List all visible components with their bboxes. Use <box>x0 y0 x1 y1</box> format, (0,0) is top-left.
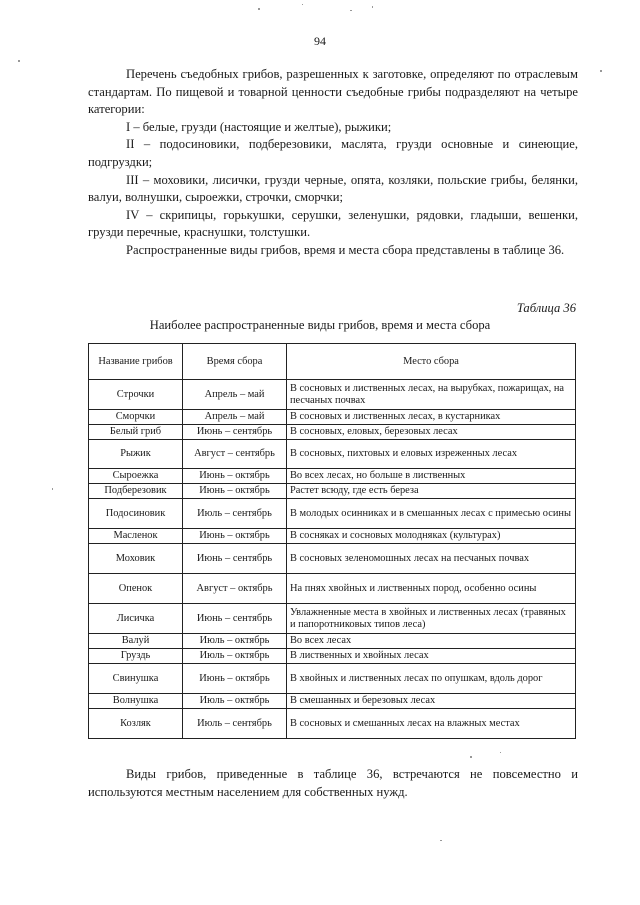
cell-place: В молодых осинниках и в смешанных лесах с примесью осины <box>287 499 576 529</box>
header-name: Название грибов <box>89 344 183 380</box>
cell-name: Груздь <box>89 649 183 664</box>
cell-place: В смешанных и березовых лесах <box>287 694 576 709</box>
header-place: Место сбора <box>287 344 576 380</box>
scan-speck <box>600 70 602 72</box>
cell-time: Июнь – октябрь <box>183 664 287 694</box>
table-row <box>89 529 576 544</box>
cell-name: Свинушка <box>89 664 183 694</box>
category-1: I – белые, грузди (настоящие и желтые), рыжики; <box>126 119 392 134</box>
cell-place: В сосновых зеленомошных лесах на песчаных почвах <box>287 544 576 574</box>
cell-time: Июль – октябрь <box>183 634 287 649</box>
cell-place: В сосновых и смешанных лесах на влажных местах <box>287 709 576 739</box>
closing-section <box>88 766 578 801</box>
cell-time: Июнь – сентябрь <box>183 544 287 574</box>
scan-speck <box>18 60 20 62</box>
table-row <box>89 484 576 499</box>
cell-name: Сморчки <box>89 410 183 425</box>
table-row <box>89 604 576 634</box>
table-row <box>89 410 576 425</box>
mushroom-table <box>88 343 576 739</box>
cell-name: Козляк <box>89 709 183 739</box>
cell-name: Волнушка <box>89 694 183 709</box>
scan-speck <box>372 6 373 8</box>
table-row <box>89 380 576 410</box>
category-2: II – подосиновики, подберезовики, маслята, грузди основные и синеющие, подгруздки; <box>88 137 578 169</box>
cell-name: Белый гриб <box>89 425 183 440</box>
cell-name: Подосиновик <box>89 499 183 529</box>
page-number: 94 <box>314 34 326 48</box>
header-time: Время сбора <box>183 344 287 380</box>
table-row <box>89 544 576 574</box>
cell-place: В лиственных и хвойных лесах <box>287 649 576 664</box>
cell-name: Валуй <box>89 634 183 649</box>
cell-time: Август – сентябрь <box>183 440 287 469</box>
cell-time: Апрель – май <box>183 380 287 410</box>
cell-place: В сосняках и сосновых молодняках (культурах) <box>287 529 576 544</box>
cell-time: Июль – сентябрь <box>183 499 287 529</box>
cell-place: В сосновых, еловых, березовых лесах <box>287 425 576 440</box>
table-row <box>89 425 576 440</box>
table-row <box>89 440 576 469</box>
cell-place: Увлажненные места в хвойных и лиственных лесах (травяных и папоротниковых типов леса) <box>287 604 576 634</box>
table-row <box>89 709 576 739</box>
scan-speck <box>500 752 501 753</box>
cell-place: В сосновых и лиственных лесах, на вырубках, пожарищах, на песчаных почвах <box>287 380 576 410</box>
cell-name: Рыжик <box>89 440 183 469</box>
table-row <box>89 634 576 649</box>
scan-speck <box>302 4 303 5</box>
cell-name: Подберезовик <box>89 484 183 499</box>
intro-paragraph: Перечень съедобных грибов, разрешенных к заготовке, определяют по отраслевым стандартам. По пищевой и товарной ценности съедобные грибы подразделяют на четыре категории: <box>88 67 578 117</box>
cell-time: Апрель – май <box>183 410 287 425</box>
cell-name: Моховик <box>89 544 183 574</box>
cell-time: Июль – октябрь <box>183 694 287 709</box>
table-label: Таблица 36 <box>516 301 576 315</box>
cell-time: Июнь – сентябрь <box>183 425 287 440</box>
cell-name: Сыроежка <box>89 469 183 484</box>
cell-name: Опенок <box>89 574 183 604</box>
table-row <box>89 499 576 529</box>
scan-speck <box>350 10 352 11</box>
intro-section <box>88 66 578 260</box>
cell-place: Во всех лесах <box>287 634 576 649</box>
table-row <box>89 694 576 709</box>
table-header-row <box>89 344 576 380</box>
table-row <box>89 574 576 604</box>
scan-speck <box>52 488 53 490</box>
cell-time: Июль – октябрь <box>183 649 287 664</box>
table-reference-paragraph: Распространенные виды грибов, время и места сбора представлены в таблице 36. <box>126 242 565 257</box>
cell-place: В сосновых и лиственных лесах, в кустарниках <box>287 410 576 425</box>
cell-time: Июнь – октябрь <box>183 469 287 484</box>
table-row <box>89 664 576 694</box>
cell-time: Июнь – октябрь <box>183 529 287 544</box>
category-4: IV – скрипицы, горькушки, серушки, зеленушки, рядовки, гладыши, вешенки, грузди перечные, краснушки, толстушки. <box>88 207 578 240</box>
cell-place: В хвойных и лиственных лесах по опушкам, вдоль дорог <box>287 664 576 694</box>
table-row <box>89 649 576 664</box>
closing-paragraph: Виды грибов, приведенные в таблице 36, встречаются не повсеместно и используются местным населением для собственных нужд. <box>88 767 578 799</box>
cell-name: Масленок <box>89 529 183 544</box>
cell-time: Июль – сентябрь <box>183 709 287 739</box>
cell-name: Строчки <box>89 380 183 410</box>
scan-speck <box>258 8 260 10</box>
scan-speck <box>440 840 442 841</box>
cell-time: Август – октябрь <box>183 574 287 604</box>
cell-name: Лисичка <box>89 604 183 634</box>
scan-speck <box>470 756 472 758</box>
cell-place: Растет всюду, где есть береза <box>287 484 576 499</box>
table-title: Наиболее распространенные виды грибов, время и места сбора <box>149 318 491 332</box>
cell-place: В сосновых, пихтовых и еловых изреженных лесах <box>287 440 576 469</box>
cell-place: Во всех лесах, но больше в лиственных <box>287 469 576 484</box>
category-3: III – моховики, лисички, грузди черные, опята, козляки, польские грибы, белянки, валуи, волнушки, сыроежки, строчки, сморчки; <box>88 172 578 205</box>
table-row <box>89 469 576 484</box>
cell-time: Июнь – сентябрь <box>183 604 287 634</box>
cell-time: Июнь – октябрь <box>183 484 287 499</box>
cell-place: На пнях хвойных и лиственных пород, особенно осины <box>287 574 576 604</box>
